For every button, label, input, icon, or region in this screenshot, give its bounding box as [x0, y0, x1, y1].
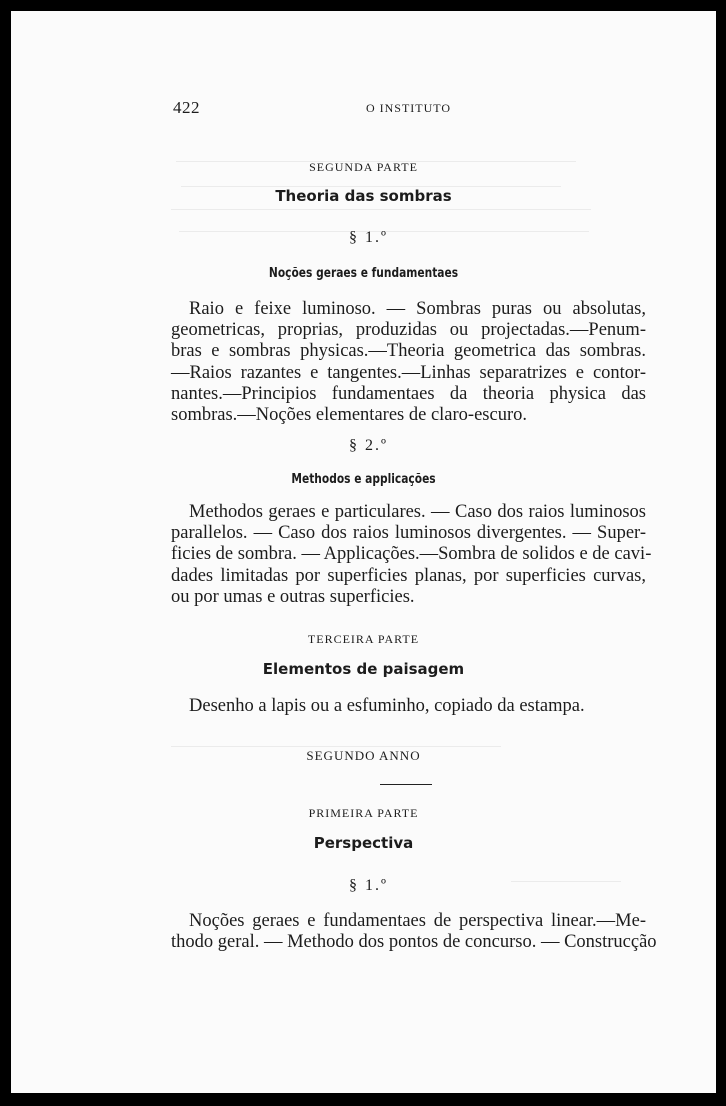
- section-marker: § 1.º: [349, 229, 388, 246]
- part-label-primeira: PRIMEIRA PARTE: [308, 806, 419, 820]
- part-title-segunda: Theoria das sombras: [275, 187, 452, 205]
- part-label-terceira: TERCEIRA PARTE: [307, 632, 420, 646]
- year-heading: SEGUNDO ANNO: [306, 748, 421, 763]
- paragraph-paisagem: [171, 696, 646, 717]
- text-line: Raio e feixe luminoso. — Sombras puras ou absolutas,: [189, 299, 646, 319]
- part-title-terceira: Elementos de paisagem: [262, 660, 465, 678]
- text-line: sombras.—Noções elementares de claro-escuro.: [171, 405, 527, 426]
- text-line: thodo geral. — Methodo dos pontos de concurso. — Construcção: [171, 932, 657, 953]
- book-page: [11, 11, 716, 1093]
- paragraph-nocoes: [171, 299, 646, 426]
- part-title-primeira: Perspectiva: [313, 834, 414, 852]
- text-line: parallelos. — Caso dos raios luminosos divergentes. — Super-: [171, 523, 646, 544]
- show-through: [171, 746, 501, 747]
- text-line: Noções geraes e fundamentaes de perspectiva linear.—Me-: [189, 911, 646, 931]
- section-marker: § 1.º: [349, 877, 388, 894]
- section-heading: Methodos e applicações: [291, 472, 436, 487]
- paragraph-methodos: [171, 502, 652, 608]
- text-line: dades limitadas por superficies planas, por superficies curvas,: [171, 565, 646, 586]
- divider-rule: [380, 784, 432, 785]
- paragraph-perspectiva: [171, 911, 657, 953]
- part-label-segunda: SEGUNDA PARTE: [309, 160, 418, 174]
- section-marker: § 2.º: [349, 437, 388, 454]
- text-line: —Raios razantes e tangentes.—Linhas separatrizes e contor-: [171, 362, 646, 383]
- text-line: ou por umas e outras superficies.: [171, 586, 415, 607]
- running-head: O INSTITUTO: [365, 101, 452, 115]
- text-line: geometricas, proprias, produzidas ou projectadas.—Penum-: [171, 320, 646, 341]
- page-number: 422: [173, 98, 200, 117]
- section-heading: Noções geraes e fundamentaes: [268, 266, 459, 281]
- text-line: Methodos geraes e particulares. — Caso dos raios luminosos: [189, 502, 646, 522]
- show-through: [171, 209, 591, 210]
- text-line: Desenho a lapis ou a esfuminho, copiado da estampa.: [189, 696, 585, 716]
- text-line: bras e sombras physicas.—Theoria geometrica das sombras.: [171, 341, 646, 362]
- text-line: ficies de sombra. — Applicações.—Sombra de solidos e de cavi-: [171, 544, 652, 565]
- text-line: nantes.—Principios fundamentaes da theoria physica das: [171, 383, 646, 404]
